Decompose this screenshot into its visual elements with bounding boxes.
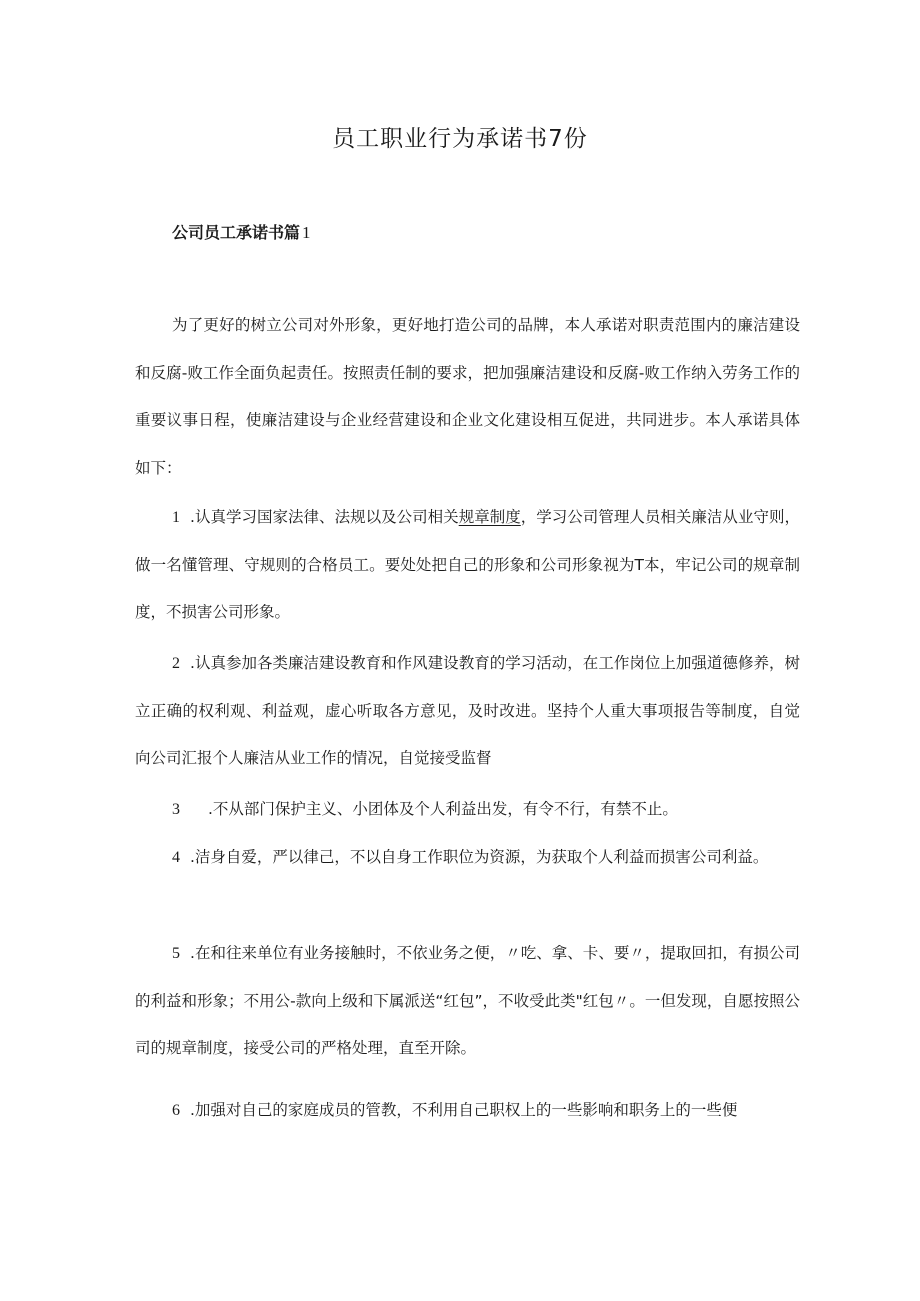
- commitment-item-1: [135, 494, 800, 637]
- item-text: .洁身自爱，严以律己，不以自身工作职位为资源，为获取个人利益而损害公司利益。: [190, 848, 769, 866]
- intro-paragraph: 为了更好的树立公司对外形象，更好地打造公司的品牌，本人承诺对职责范围内的廉洁建设和反腐-败工作全面负起责任。按照责任制的要求，把加强廉洁建设和反腐-败工作纳入劳务工作的重要议事日程，使廉洁建设与企业经营建设和企业文化建设相互促进，共同进步。本人承诺具体如下：: [135, 316, 800, 477]
- commitment-item-5: [135, 930, 800, 1073]
- commitment-item-6: [135, 1087, 800, 1135]
- item-number: 5: [172, 945, 180, 962]
- item-number: 6: [172, 1102, 180, 1119]
- section-heading-text: 公司员工承诺书篇: [172, 223, 301, 242]
- item-number: 4: [172, 849, 180, 866]
- item-text: .不从部门保护主义、小团体及个人利益出发，有令不行，有禁不止。: [208, 800, 678, 818]
- item-number: 1: [172, 509, 180, 526]
- commitment-item-4: [135, 834, 800, 882]
- item-text-underlined: 规章制度: [458, 508, 521, 526]
- item-text: ，学习公司管理人员相关廉洁从业守则，做一名懂管理、守规则的合格员工。要处处把自己的形象和公司形象视为T本，牢记公司的规章制度，不损害公司形象。: [135, 508, 800, 621]
- item-text: .加强对自己的家庭成员的管教，不利用自己职权上的一些影响和职务上的一些便: [190, 1101, 738, 1119]
- document-title: 员工职业行为承诺书7份: [332, 126, 588, 152]
- commitment-item-3: [135, 786, 800, 834]
- section-heading: [172, 218, 311, 248]
- item-text: .认真学习国家法律、法规以及公司相关: [190, 508, 459, 526]
- item-text: .在和往来单位有业务接触时，不依业务之便，〃吃、拿、卡、要〃，提取回扣，有损公司的利益和形象；不用公-款向上级和下属派送“红包”，不收受此类"红包〃。一但发现，自愿按照公司的规章制度，接受公司的严格处理，直至开除。: [135, 944, 800, 1057]
- item-number: 2: [172, 655, 180, 672]
- commitment-item-2: [135, 640, 800, 783]
- section-heading-number: 1: [302, 223, 311, 242]
- item-text: .认真参加各类廉洁建设教育和作风建设教育的学习活动，在工作岗位上加强道德修养，树立正确的权利观、利益观，虚心听取各方意见，及时改进。坚持个人重大事项报告等制度，自觉向公司汇报个人廉洁从业工作的情况，自觉接受监督: [135, 654, 800, 767]
- item-number: 3: [172, 801, 180, 818]
